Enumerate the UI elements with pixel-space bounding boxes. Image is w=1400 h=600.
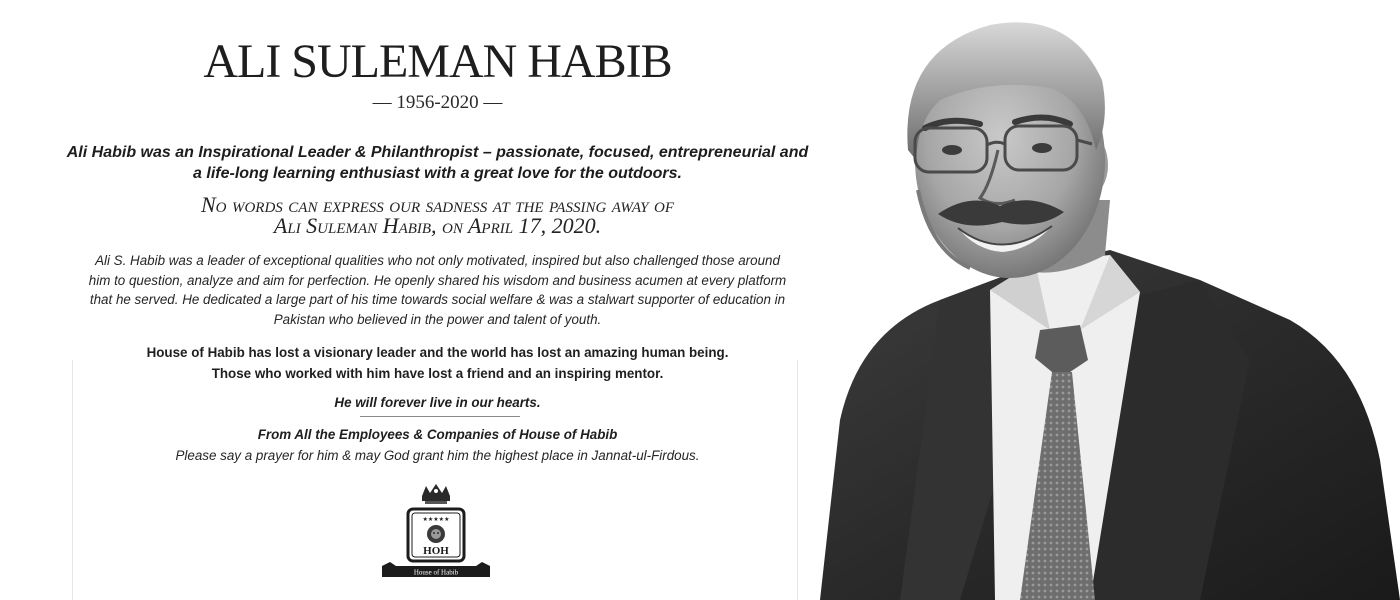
from-line: From All the Employees & Companies of House of Habib: [257, 427, 618, 442]
biography-paragraph: [50, 251, 825, 329]
portrait-photo: [820, 0, 1400, 600]
forever-line: He will forever live in our hearts.: [334, 395, 541, 410]
tagline: [40, 142, 835, 184]
bio-line: Pakistan who believed in the power and talent of youth.: [273, 311, 602, 327]
sadness-line: No words can express our sadness at the passing away of: [200, 192, 675, 217]
bio-line: him to question, analyze and aim for perfection. He openly shared his wisdom and business acumen at every platform: [88, 272, 787, 288]
sadness-line: Ali Suleman Habib, on April 17, 2020.: [273, 213, 602, 238]
house-of-habib-logo: [380, 482, 492, 582]
lion-icon: [427, 525, 445, 543]
crown-icon: [422, 484, 450, 504]
memorial-text-column: [40, 0, 835, 600]
bio-line: Ali S. Habib was a leader of exceptional qualities who not only motivated, inspired but also challenged those around: [95, 253, 780, 268]
life-years: — 1956-2020 —: [372, 92, 503, 113]
tagline-line: a life-long learning enthusiast with a great love for the outdoors.: [193, 165, 682, 182]
logo-banner-text: House of Habib: [413, 568, 459, 577]
sadness-statement: [40, 194, 835, 236]
logo-initials: HOH: [423, 545, 449, 557]
prayer-line: Please say a prayer for him & may God grant him the highest place in Jannat-ul-Firdous.: [175, 448, 700, 463]
logo-icon: [380, 482, 492, 582]
divider: [360, 416, 520, 417]
tagline-line: Ali Habib was an Inspirational Leader & Philanthropist – passionate, focused, entrepreneurial and: [66, 144, 809, 161]
frame-line-right: [797, 360, 798, 600]
bio-line: that he served. He dedicated a large part of his time towards social welfare & was a stalwart supporter of education in: [89, 292, 786, 307]
frame-line-left: [72, 360, 73, 600]
page-title: ALI SULEMAN HABIB: [203, 35, 672, 88]
loss-line: Those who worked with him have lost a friend and an inspiring mentor.: [211, 366, 664, 381]
loss-statement: [40, 342, 835, 384]
logo-stars: ★★★★★: [422, 517, 450, 523]
portrait-image: [820, 0, 1400, 600]
loss-line: House of Habib has lost a visionary leader and the world has lost an amazing human being.: [146, 345, 729, 360]
